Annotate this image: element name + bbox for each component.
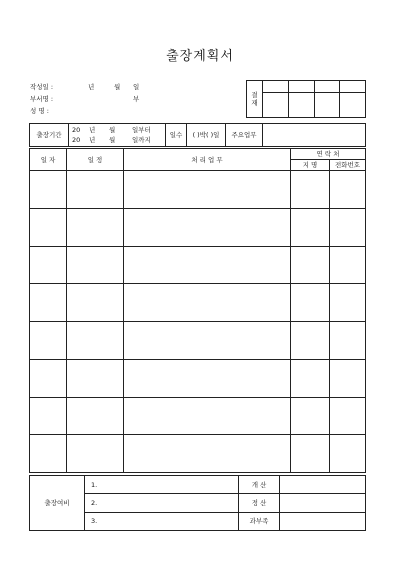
approval-header-cell[interactable] bbox=[314, 81, 340, 93]
department-label: 부서명 : bbox=[30, 95, 54, 103]
expense-item-3[interactable]: 3. bbox=[85, 512, 239, 530]
col-header-plan: 일 정 bbox=[67, 149, 124, 171]
table-row bbox=[30, 284, 366, 322]
date-cell[interactable] bbox=[30, 284, 67, 322]
table-row bbox=[30, 435, 366, 473]
trip-from-year: 년 bbox=[89, 126, 96, 134]
main-task-value[interactable] bbox=[263, 124, 366, 147]
trip-from-month: 월 bbox=[109, 126, 116, 134]
department-suffix: 부 bbox=[133, 95, 140, 103]
approval-label-top: 결 bbox=[251, 91, 258, 99]
approval-header-cell[interactable] bbox=[288, 81, 314, 93]
approval-sign-cell[interactable] bbox=[288, 93, 314, 118]
trip-to-year: 년 bbox=[89, 136, 96, 144]
approval-sign-cell[interactable] bbox=[340, 93, 366, 118]
table-row bbox=[30, 246, 366, 284]
phone-cell[interactable] bbox=[330, 397, 366, 435]
balance-label: 과부족 bbox=[239, 512, 280, 530]
plan-cell[interactable] bbox=[67, 246, 124, 284]
expense-item-2[interactable]: 2. bbox=[85, 494, 239, 512]
plan-cell[interactable] bbox=[67, 171, 124, 209]
approval-header-cell[interactable] bbox=[340, 81, 366, 93]
trip-nights-days[interactable]: ( )박( )일 bbox=[187, 124, 226, 147]
date-cell[interactable] bbox=[30, 171, 67, 209]
place-cell[interactable] bbox=[291, 284, 330, 322]
plan-cell[interactable] bbox=[67, 359, 124, 397]
trip-from-day: 일부터 bbox=[132, 126, 151, 134]
task-cell[interactable] bbox=[124, 397, 291, 435]
task-cell[interactable] bbox=[124, 284, 291, 322]
task-cell[interactable] bbox=[124, 171, 291, 209]
trip-to-day: 일까지 bbox=[132, 136, 151, 144]
col-header-contact: 연 락 처 bbox=[291, 149, 366, 160]
written-date-day: 일 bbox=[133, 83, 140, 91]
col-header-place: 지 명 bbox=[291, 160, 330, 171]
table-row bbox=[30, 171, 366, 209]
page-title: 출장계획서 bbox=[166, 49, 234, 64]
phone-cell[interactable] bbox=[330, 284, 366, 322]
trip-period-dates[interactable] bbox=[69, 124, 166, 147]
date-cell[interactable] bbox=[30, 208, 67, 246]
phone-cell[interactable] bbox=[330, 359, 366, 397]
place-cell[interactable] bbox=[291, 246, 330, 284]
trip-to-line bbox=[72, 135, 165, 145]
col-header-task: 처 리 업 무 bbox=[124, 149, 291, 171]
approval-box bbox=[246, 80, 366, 118]
place-cell[interactable] bbox=[291, 359, 330, 397]
trip-info-table bbox=[29, 123, 366, 147]
estimate-value[interactable] bbox=[280, 476, 366, 494]
plan-cell[interactable] bbox=[67, 397, 124, 435]
settlement-label: 정 산 bbox=[239, 494, 280, 512]
estimate-label: 개 산 bbox=[239, 476, 280, 494]
task-cell[interactable] bbox=[124, 246, 291, 284]
written-date-year: 년 bbox=[88, 83, 95, 91]
phone-cell[interactable] bbox=[330, 171, 366, 209]
place-cell[interactable] bbox=[291, 397, 330, 435]
main-task-label: 주요업무 bbox=[226, 124, 263, 147]
col-header-date: 일 자 bbox=[30, 149, 67, 171]
trip-to-month: 월 bbox=[109, 136, 116, 144]
phone-cell[interactable] bbox=[330, 246, 366, 284]
table-row bbox=[30, 208, 366, 246]
phone-cell[interactable] bbox=[330, 208, 366, 246]
approval-sign-cell[interactable] bbox=[314, 93, 340, 118]
table-row bbox=[30, 322, 366, 360]
date-cell[interactable] bbox=[30, 246, 67, 284]
name-label: 성 명 : bbox=[30, 107, 49, 115]
plan-cell[interactable] bbox=[67, 208, 124, 246]
plan-cell[interactable] bbox=[67, 284, 124, 322]
plan-cell[interactable] bbox=[67, 322, 124, 360]
date-cell[interactable] bbox=[30, 397, 67, 435]
phone-cell[interactable] bbox=[330, 435, 366, 473]
place-cell[interactable] bbox=[291, 435, 330, 473]
date-cell[interactable] bbox=[30, 322, 67, 360]
place-cell[interactable] bbox=[291, 171, 330, 209]
approval-sign-cell[interactable] bbox=[263, 93, 289, 118]
expense-table bbox=[29, 475, 366, 531]
table-row bbox=[30, 359, 366, 397]
trip-period-label: 출장기간 bbox=[30, 124, 69, 147]
written-date-month: 월 bbox=[114, 83, 121, 91]
approval-label-cell bbox=[247, 81, 263, 118]
settlement-value[interactable] bbox=[280, 494, 366, 512]
trip-from-century: 20 bbox=[72, 126, 81, 134]
place-cell[interactable] bbox=[291, 208, 330, 246]
task-cell[interactable] bbox=[124, 322, 291, 360]
schedule-table bbox=[29, 148, 366, 473]
trip-from-line bbox=[72, 125, 165, 135]
task-cell[interactable] bbox=[124, 435, 291, 473]
balance-value[interactable] bbox=[280, 512, 366, 530]
task-cell[interactable] bbox=[124, 359, 291, 397]
col-header-phone: 전화번호 bbox=[330, 160, 366, 171]
phone-cell[interactable] bbox=[330, 322, 366, 360]
trip-to-century: 20 bbox=[72, 136, 81, 144]
task-cell[interactable] bbox=[124, 208, 291, 246]
approval-header-cell[interactable] bbox=[263, 81, 289, 93]
date-cell[interactable] bbox=[30, 435, 67, 473]
date-cell[interactable] bbox=[30, 359, 67, 397]
plan-cell[interactable] bbox=[67, 435, 124, 473]
expense-label: 출장여비 bbox=[30, 476, 85, 531]
table-row bbox=[30, 397, 366, 435]
place-cell[interactable] bbox=[291, 322, 330, 360]
approval-label-bottom: 재 bbox=[251, 99, 258, 107]
expense-item-1[interactable]: 1. bbox=[85, 476, 239, 494]
trip-days-label: 일수 bbox=[166, 124, 187, 147]
written-date-label: 작성일 : bbox=[30, 83, 54, 91]
